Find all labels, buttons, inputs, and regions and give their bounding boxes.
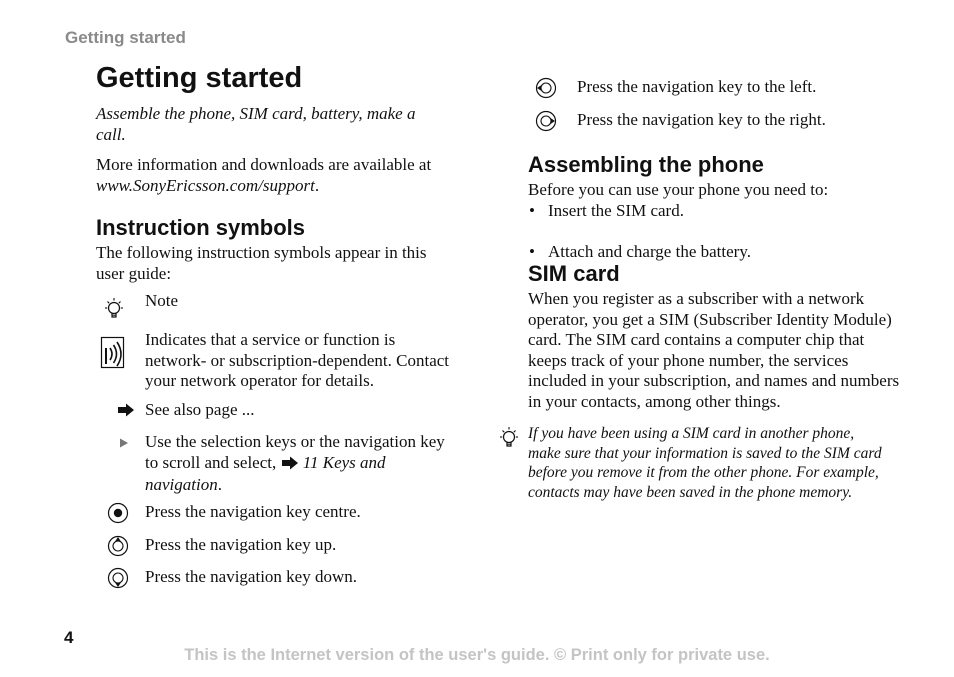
selection-suffix: . [217,475,222,494]
page-number: 4 [64,628,74,647]
sim-card-body: When you register as a subscriber with a network operator, you get a SIM (Subscriber Identity Module) card. The SIM card contains a computer chip that keeps track of your phone number, the services included in your subscription, and names and numbers in your contacts, among other things. [528,289,900,411]
intro-text: Assemble the phone, SIM card, battery, make a call. [96,104,416,144]
nav-up-icon [105,533,131,559]
assembling-intro: Before you can use your phone you need to: [528,180,829,199]
more-info-prefix: More information and downloads are available at [96,155,432,174]
nav-left-text: Press the navigation key to the left. [577,77,817,96]
sim-card-heading: SIM card [528,261,620,286]
assembling-heading: Assembling the phone [528,152,764,177]
page-title: Getting started [96,62,303,94]
see-also-text: See also page ... [145,400,255,419]
nav-right-text: Press the navigation key to the right. [577,110,826,129]
keys-navigation-link[interactable]: 11 Keys and navigation [145,452,386,494]
arrow-right-icon [117,403,135,417]
selection-keys-text [145,432,445,496]
running-header: Getting started [65,28,186,47]
nav-down-icon [105,565,131,591]
triangle-right-icon [118,436,130,448]
nav-up-text: Press the navigation key up. [145,535,337,554]
nav-centre-text: Press the navigation key centre. [145,502,361,521]
nav-right-icon [533,108,559,134]
nav-centre-icon [105,500,131,526]
instruction-intro: The following instruction symbols appear in this user guide: [96,243,427,283]
nav-left-icon [533,75,559,101]
more-info-suffix: . [314,175,320,195]
note-label: Note [145,291,179,310]
assembling-item: • Attach and charge the battery. [528,242,954,263]
instruction-symbols-heading: Instruction symbols [96,215,306,240]
selection-text: Use the selection keys or the navigation key to scroll and select, [145,432,445,472]
arrow-right-icon [281,455,299,476]
sim-card-tip: If you have been using a SIM card in another phone, make sure that your information is saved to the SIM card before you remove it from the other phone. For example, contacts may have been saved in the phone memory. [528,425,882,501]
lightbulb-icon [101,296,127,322]
assembling-item: • Insert the SIM card. [528,201,954,222]
network-service-icon [100,336,126,370]
lightbulb-icon [496,425,522,451]
support-link[interactable]: www.SonyEricsson.com/support [96,175,315,195]
service-dependent-text: Indicates that a service or function is network- or subscription-dependent. Contact your network operator for details. [145,330,450,390]
footer-notice: This is the Internet version of the user's guide. © Print only for private use. [184,646,770,664]
nav-down-text: Press the navigation key down. [145,567,357,586]
more-info-text [96,155,446,196]
